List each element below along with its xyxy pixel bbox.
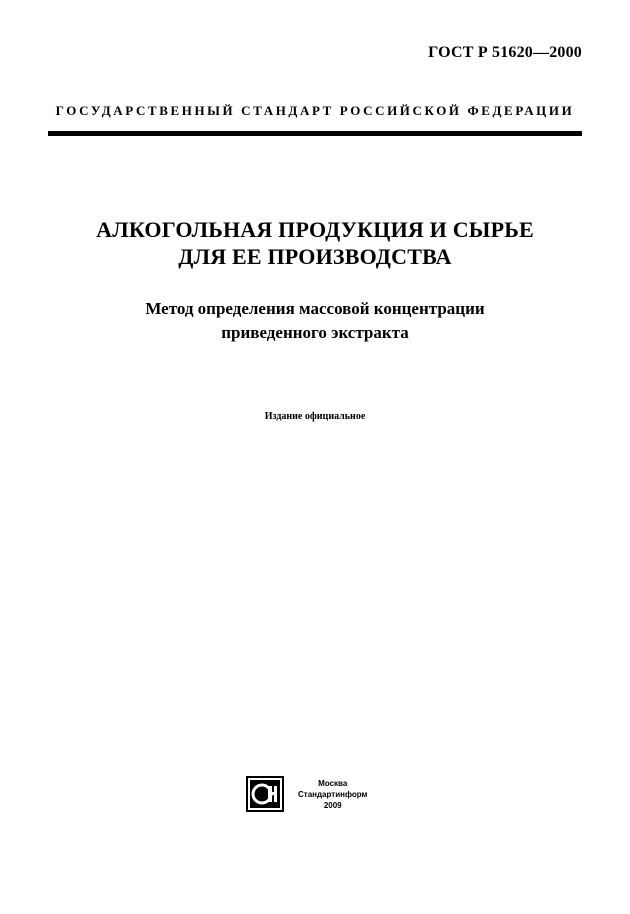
publisher-city: Москва <box>318 778 348 788</box>
publisher-block <box>246 776 367 812</box>
document-title <box>48 216 582 270</box>
publisher-name: Стандартинформ <box>298 789 368 799</box>
subtitle-line-1: Метод определения массовой концентрации <box>145 299 485 318</box>
standartinform-logo-icon <box>246 776 284 812</box>
document-number: ГОСТ Р 51620—2000 <box>428 44 582 61</box>
document-subtitle <box>48 297 582 345</box>
publication-year: 2009 <box>323 800 342 810</box>
subtitle-line-2: приведенного экстракта <box>221 323 409 342</box>
header-divider <box>48 131 582 136</box>
edition-note: Издание официальное <box>264 411 366 422</box>
state-standard-heading: ГОСУДАРСТВЕННЫЙ СТАНДАРТ РОССИЙСКОЙ ФЕДЕРАЦИИ <box>55 103 575 118</box>
publisher-info <box>298 778 367 811</box>
title-line-1: АЛКОГОЛЬНАЯ ПРОДУКЦИЯ И СЫРЬЕ <box>96 217 534 242</box>
title-line-2: ДЛЯ ЕЕ ПРОИЗВОДСТВА <box>178 244 452 269</box>
